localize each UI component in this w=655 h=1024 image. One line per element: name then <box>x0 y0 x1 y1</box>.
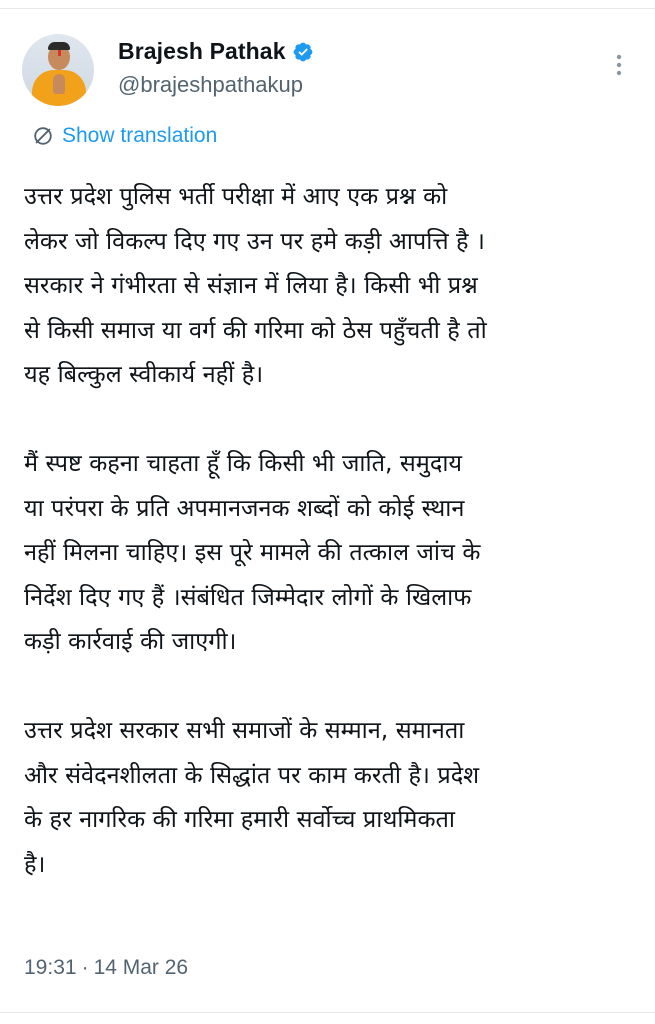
show-translation-label: Show translation <box>62 124 218 147</box>
verified-badge-icon <box>292 41 314 63</box>
bottom-divider <box>0 1012 655 1013</box>
tweet-timestamp[interactable] <box>24 956 188 980</box>
tweet-text <box>24 174 636 886</box>
author-display-name[interactable]: Brajesh Pathak <box>118 38 286 64</box>
avatar[interactable] <box>22 34 94 106</box>
avatar-hair <box>48 42 70 50</box>
tweet-paragraph-2: मैं स्पष्ट कहना चाहता हूँ कि किसी भी जाति, समुदाय या परंपरा के प्रति अपमानजनक शब्दों को कोई स्थान नहीं मिलना चाहिए। इस पूरे मामले की तत्काल जांच के निर्देश दिए गए हैं ।संबंधित जिम्मेदार लोगों के खिलाफ कड़ी कार्रवाई की जाएगी। <box>24 449 481 655</box>
more-options-icon[interactable] <box>611 52 627 78</box>
tweet-header <box>22 34 635 110</box>
tweet-paragraph-1: उत्तर प्रदेश पुलिस भर्ती परीक्षा में आए एक प्रश्न को लेकर जो विकल्प दिए गए उन पर हमे कड़ी आपत्ति है । सरकार ने गंभीरता से संज्ञान में लिया है। किसी भी प्रश्न से किसी समाज या वर्ग की गरिमा को ठेस पहुँचती है तो यह बिल्कुल स्वीकार्य नहीं है। <box>24 182 487 388</box>
show-translation-button[interactable] <box>32 124 217 148</box>
timestamp-separator: · <box>81 956 89 979</box>
tweet-time: 19:31 <box>24 956 77 979</box>
globe-icon <box>32 125 54 147</box>
avatar-tilak <box>58 50 61 56</box>
avatar-folded-hands <box>53 74 65 94</box>
tweet-date: 14 Mar 26 <box>93 956 189 979</box>
tweet-paragraph-3: उत्तर प्रदेश सरकार सभी समाजों के सम्मान, समानता और संवेदनशीलता के सिद्धांत पर काम करती है। प्रदेश के हर नागरिक की गरिमा हमारी सर्वोच्च प्राथमिकता है। <box>24 716 480 878</box>
author-handle[interactable]: @brajeshpathakup <box>118 72 304 97</box>
top-divider <box>0 8 655 9</box>
name-row <box>118 38 314 65</box>
